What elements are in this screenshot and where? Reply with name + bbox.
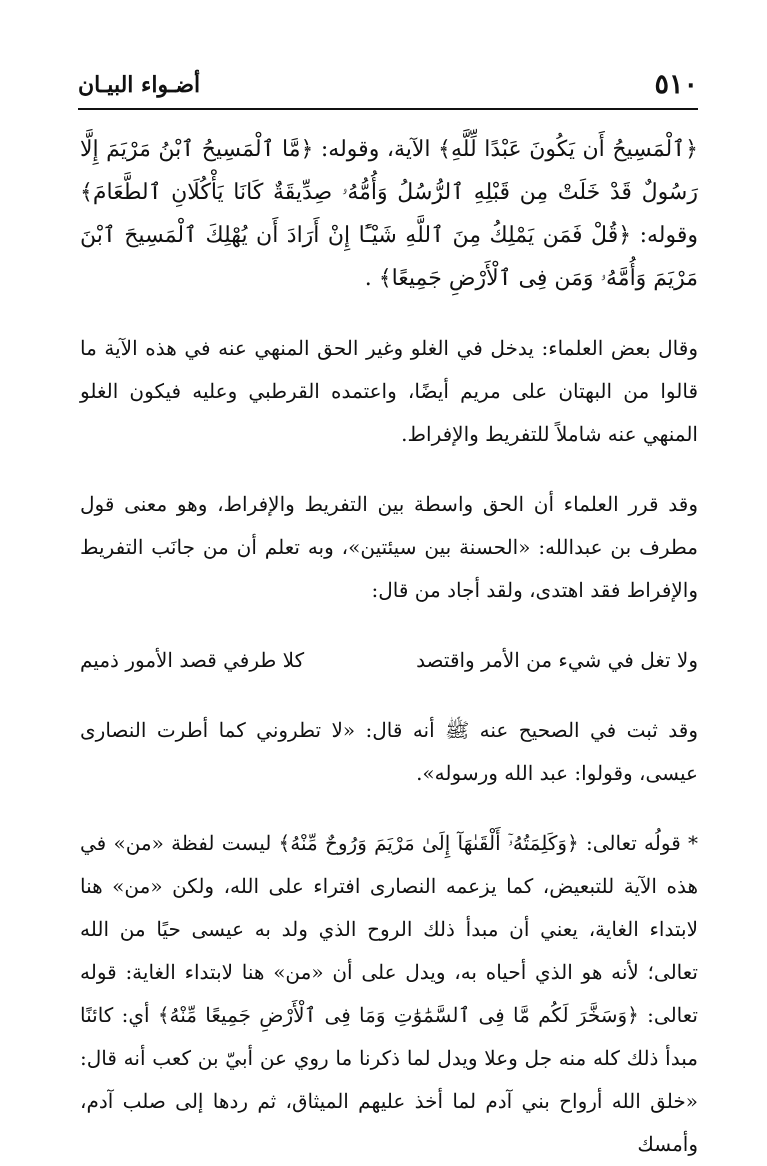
page-body (80, 128, 698, 1166)
paragraph-quran-verses: ﴿ٱلْمَسِيحُ أَن يَكُونَ عَبْدًا لِّلَّهِ﴾ الآية، وقوله: ﴿مَّا ٱلْمَسِيحُ ٱبْنُ مَرْيَمَ إِلَّا رَسُولٌ قَدْ خَلَتْ مِن قَبْلِهِ ٱلرُّسُلُ وَأُمُّهُۥ صِدِّيقَةٌ كَانَا يَأْكُلَانِ ٱلطَّعَامَ﴾ وقوله: ﴿قُلْ فَمَن يَمْلِكُ مِنَ ٱللَّهِ شَيْـًٔا إِنْ أَرَادَ أَن يُهْلِكَ ٱلْمَسِيحَ ٱبْنَ مَرْيَمَ وَأُمَّهُۥ وَمَن فِى ٱلْأَرْضِ جَمِيعًا﴾ . (80, 137, 698, 291)
paragraph-gap (80, 300, 698, 327)
paragraph-moderation: وقد قرر العلماء أن الحق واسطة بين التفريط والإفراط، وهو معنى قول مطرف بن عبدالله: «الحسنة بين سيئتين»، وبه تعلم أن من جانَب التفريط والإفراط فقد اهتدى، ولقد أجاد من قال: (80, 492, 698, 602)
verse-first-hemistich: ولا تغل في شيء من الأمر واقتصد (416, 648, 698, 672)
paragraph-scholars-opinion: وقال بعض العلماء: يدخل في الغلو وغير الحق المنهي عنه في هذه الآية ما قالوا من البهتان على مريم أيضًا، واعتمده القرطبي وعليه فيكون الغلو المنهي عنه شاملاً للتفريط والإفراط. (80, 336, 698, 446)
header-divider (78, 108, 698, 110)
book-title: أضـواء البيـان (78, 72, 201, 98)
paragraph-tafsir-min: * قولُه تعالى: ﴿وَكَلِمَتُهُۥٓ أَلْقَىٰهَآ إِلَىٰ مَرْيَمَ وَرُوحٌ مِّنْهُ﴾ ليست لفظة «من» في هذه الآية للتبعيض، كما يزعمه النصارى افتراء على الله، ولكن «من» هنا لابتداء الغاية، يعني أن مبدأ ذلك الروح الذي ولد به عيسى حيًا من الله تعالى؛ لأنه هو الذي أحياه به، ويدل على أن «من» هنا لابتداء الغاية: قوله تعالى: ﴿وَسَخَّرَ لَكُم مَّا فِى ٱلسَّمَٰوَٰتِ وَمَا فِى ٱلْأَرْضِ جَمِيعًا مِّنْهُ﴾ أي: كائنًا مبدأ ذلك كله منه جل وعلا ويدل لما ذكرنا ما روي عن أبيّ بن كعب أنه قال: «خلق الله أرواح بني آدم لما أخذ عليهم الميثاق، ثم ردها إلى صلب آدم، وأمسك (80, 831, 698, 1156)
poetry-verse (80, 639, 698, 682)
paragraph-gap (80, 795, 698, 822)
paragraph-hadith: وقد ثبت في الصحيح عنه ﷺ أنه قال: «لا تطروني كما أطرت النصارى عيسى، وقولوا: عبد الله ورسوله». (80, 718, 698, 785)
page-number: ٥١٠ (654, 69, 698, 100)
page-header (78, 68, 698, 108)
paragraph-gap (80, 456, 698, 483)
verse-second-hemistich: كلا طرفي قصد الأمور ذميم (80, 648, 305, 672)
paragraph-gap (80, 612, 698, 639)
paragraph-gap (80, 682, 698, 709)
